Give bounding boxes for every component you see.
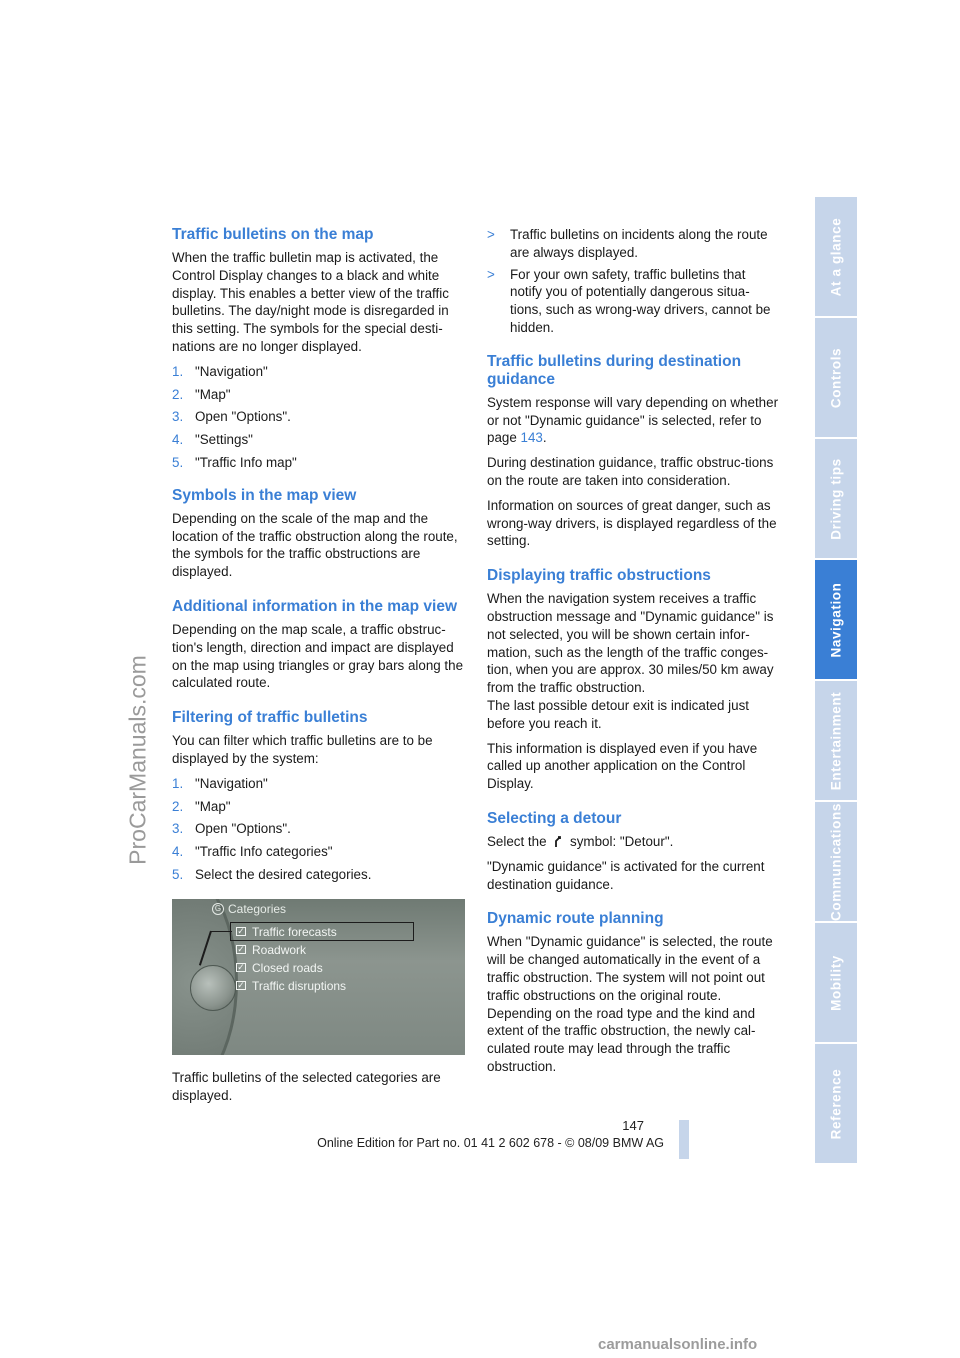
tab-mobility[interactable]: Mobility [815, 923, 857, 1042]
step-number: 3. [172, 821, 184, 837]
footer-text: Online Edition for Part no. 01 41 2 602 678 - © 08/09 BMW AG [317, 1136, 664, 1150]
paragraph: When the navigation system receives a traffic obstruction message and "Dynamic guidance" is not selected, you will be shown certain infor-mation, such as the length of the traffic conges-tion, when you are approx. 30 miles/50 km away from the traffic obstruction. [487, 591, 774, 696]
paragraph: When "Dynamic guidance" is selected, the route will be changed automatically in the event of a traffic obstruction. The system will not point out traffic obstructions on the original route. Depending on the road type and the kind and extent of the traffic obstruction, the newly cal-culated route may lead through the traffic obstruction. [487, 934, 773, 1074]
checkbox-icon: ✓ [237, 944, 245, 955]
controller-knob [190, 965, 236, 1011]
paragraph: You can filter which traffic bulletins are to be displayed by the system: [172, 733, 433, 766]
step-item [172, 431, 464, 449]
checkbox-icon: ✓ [237, 980, 245, 991]
category-item: ✓ Traffic disruptions [237, 978, 347, 993]
pointer-line [210, 931, 232, 933]
category-item: ✓ Closed roads [237, 960, 323, 975]
paragraph: "Dynamic guidance" is activated for the current destination guidance. [487, 858, 765, 892]
step-item [172, 363, 464, 381]
site-watermark: ProCarManuals.com [124, 655, 151, 865]
bullet-mark: > [487, 227, 495, 242]
step-text: Open "Options". [195, 821, 291, 837]
step-item [172, 820, 464, 838]
bullet-item [487, 266, 779, 337]
step-item [172, 798, 464, 816]
chapter-tabs [815, 197, 857, 1165]
step-text: "Settings" [195, 432, 253, 448]
left-column [172, 226, 464, 1111]
step-item [172, 775, 464, 793]
step-item [172, 408, 464, 426]
step-item [172, 454, 464, 472]
tab-controls[interactable]: Controls [815, 318, 857, 437]
category-item: ✓ Roadwork [237, 942, 307, 957]
category-item: ✓ Traffic forecasts [237, 924, 337, 939]
step-item [172, 843, 464, 861]
paragraph: When the traffic bulletin map is activated, the Control Display changes to a black and white display. This enables a better view of the traffic bulletins. The day/night mode is disregarded in this setting. The symbols for the special desti-nations are no longer displayed. [172, 250, 449, 354]
map-icon: G [212, 903, 224, 915]
step-item [172, 866, 464, 884]
section-title-displaying-obstructions: Displaying traffic obstructions [487, 567, 711, 585]
tab-reference[interactable]: Reference [815, 1044, 857, 1163]
screenshot-header-label: Categories [228, 901, 287, 916]
step-text: Open "Options". [195, 409, 291, 425]
paragraph: System response will vary depending on whether or not "Dynamic guidance" is selected, refer to page 143. [487, 394, 779, 446]
step-text: "Navigation" [195, 363, 268, 379]
tab-at-a-glance[interactable]: At a glance [815, 197, 857, 316]
checkbox-icon: ✓ [237, 962, 245, 973]
step-text: "Traffic Info categories" [195, 844, 333, 860]
step-number: 4. [172, 432, 184, 448]
tab-navigation[interactable]: Navigation [815, 560, 857, 679]
paragraph: Traffic bulletins of the selected categories are displayed. [172, 1069, 441, 1103]
bullet-text: Traffic bulletins on incidents along the route are always displayed. [510, 227, 768, 260]
section-title-filtering: Filtering of traffic bulletins [172, 709, 368, 727]
paragraph: The last possible detour exit is indicated just before you reach it. [487, 697, 750, 731]
bullet-item [487, 226, 779, 262]
bullet-list [487, 226, 779, 337]
steps-list [172, 775, 464, 884]
categories-screenshot [172, 899, 465, 1055]
tab-driving-tips[interactable]: Driving tips [815, 439, 857, 558]
bullet-text: For your own safety, traffic bulletins that notify you of potentially dangerous situa-tions, such as wrong-way drivers, cannot be hidden. [510, 266, 771, 335]
step-number: 1. [172, 363, 184, 379]
step-number: 2. [172, 386, 184, 402]
page-marker-bar [679, 1120, 689, 1159]
step-number: 4. [172, 844, 184, 860]
step-text: "Navigation" [195, 775, 268, 791]
section-title-selecting-detour: Selecting a detour [487, 809, 622, 827]
step-number: 1. [172, 775, 184, 791]
paragraph: Depending on the scale of the map and the location of the traffic obstruction along the route, the symbols for the traffic obstructions are displayed. [172, 510, 458, 580]
paragraph: During destination guidance, traffic obstruc-tions on the route are taken into consideration. [487, 455, 774, 488]
step-item [172, 386, 464, 404]
paragraph: Select the symbol: "Detour". [487, 833, 674, 849]
step-text: "Traffic Info map" [195, 454, 297, 470]
section-title-dynamic-route: Dynamic route planning [487, 910, 664, 928]
step-number: 2. [172, 798, 184, 814]
right-column [487, 226, 779, 1083]
screenshot-header [212, 902, 286, 916]
step-text: Select the desired categories. [195, 866, 372, 882]
bottom-watermark: carmanualsonline.info [598, 1336, 758, 1353]
section-title-destination-guidance: Traffic bulletins during destination guidance [487, 352, 742, 388]
tab-entertainment[interactable]: Entertainment [815, 681, 857, 800]
step-number: 5. [172, 866, 184, 882]
step-text: "Map" [195, 386, 231, 402]
section-title-additional-info: Additional information in the map view [172, 597, 458, 615]
tab-communications[interactable]: Communications [815, 802, 857, 921]
page-link[interactable]: 143 [520, 430, 543, 446]
step-number: 3. [172, 409, 184, 425]
step-text: "Map" [195, 798, 231, 814]
bullet-mark: > [487, 266, 495, 282]
step-number: 5. [172, 454, 184, 470]
page-number: 147 [622, 1118, 644, 1133]
steps-list [172, 363, 464, 472]
paragraph: This information is displayed even if you have called up another application on the Control Display. [487, 740, 758, 792]
section-title-symbols: Symbols in the map view [172, 486, 357, 504]
section-title-bulletins-on-map: Traffic bulletins on the map [172, 226, 374, 243]
checkbox-icon: ✓ [237, 926, 245, 937]
paragraph: Information on sources of great danger, such as wrong-way drivers, is displayed regardless of the setting. [487, 497, 777, 549]
paragraph: Depending on the map scale, a traffic obstruc-tion's length, direction and impact are displayed on the map using triangles or gray bars along the calculated route. [172, 621, 464, 691]
detour-arrow-icon [553, 834, 563, 848]
